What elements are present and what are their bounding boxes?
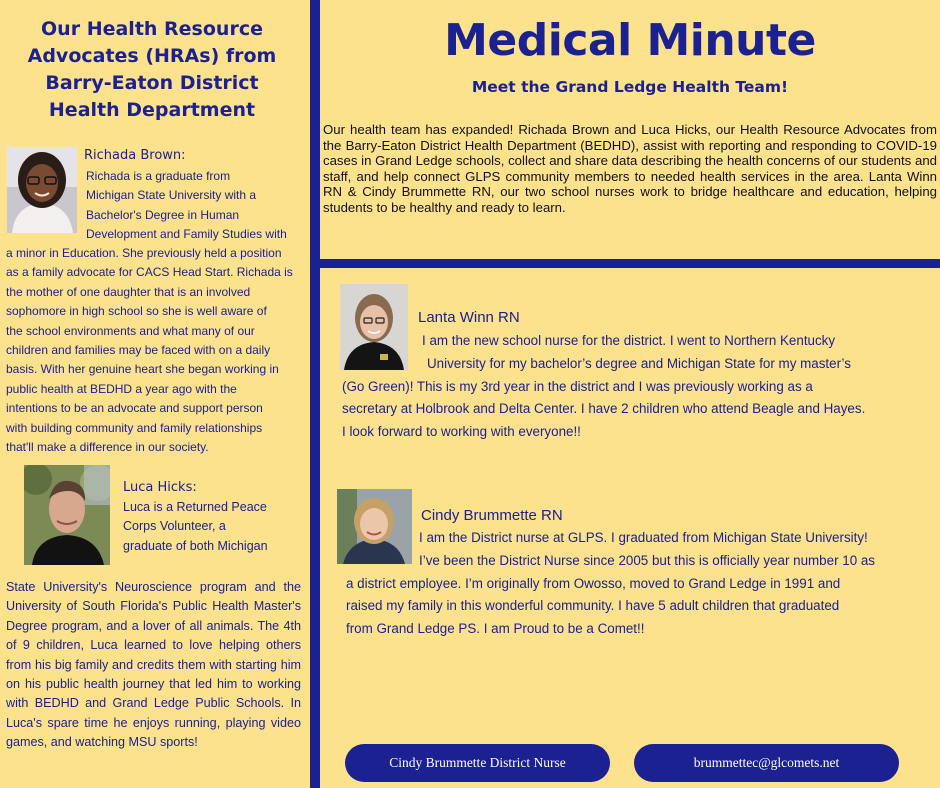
richada-name: Richada Brown: <box>84 148 186 163</box>
email-pill[interactable]: brummettec@glcomets.net <box>634 744 899 782</box>
richada-bio-line: as a family advocate for CACS Head Start. Richada is <box>6 265 293 280</box>
lanta-bio-line: I look forward to working with everyone!! <box>342 424 581 440</box>
luca-bio-line: Luca is a Returned Peace <box>123 500 267 514</box>
richada-bio-line: a minor in Education. She previously held a position <box>6 246 282 260</box>
luca-name: Luca Hicks: <box>123 480 197 495</box>
richada-bio-line: children and families may be faced with on a daily <box>6 343 271 358</box>
intro-paragraph: Our health team has expanded! Richada Brown and Luca Hicks, our Health Resource Advocates from the Barry-Eaton District Health Department (BEDHD), assist with reporting and responding to COVID-19 cases in Grand Ledge schools, collect and share data describing the health concerns of our students and staff, and help connect GLPS community members to needed health services in the area. Lanta Winn RN & Cindy Brummette RN, our two school nurses work to bridge healthcare and education, helping students to be healthy and ready to learn. <box>323 122 937 215</box>
richada-bio-line: with building community and family relationships <box>6 420 263 435</box>
luca-bio-continued: State University's Neuroscience program and the University of South Florida's Public Health Master's Degree program, and a lover of all animals. The 4th of 9 children, Luca learned to love helping others from his big family and credits them with starting him on his public health journey that led him to working with BEDHD and Grand Ledge Public Schools. In Luca's spare time he enjoys running, playing video games, and watching MSU sports! <box>6 580 301 750</box>
lanta-bio <box>342 330 927 444</box>
richada-bio-line: Bachelor's Degree in Human <box>86 207 240 222</box>
richada-bio-line: sophomore in high school so she is well aware of <box>6 304 267 319</box>
richada-bio-line: public health at BEDHD a year ago with the <box>6 381 237 396</box>
luca-bio-line: graduate of both Michigan <box>123 538 268 553</box>
cindy-bio-line: I’ve been the District Nurse since 2005 but this is officially year number 10 as <box>419 552 876 568</box>
page-title: Medical Minute <box>444 15 816 66</box>
cindy-bio-line: I am the District nurse at GLPS. I graduated from Michigan State University! <box>419 530 868 545</box>
richada-bio-continued <box>6 244 306 457</box>
cindy-bio-line: from Grand Ledge PS. I am Proud to be a Comet!! <box>346 621 645 637</box>
luca-bio-wrap <box>123 498 303 556</box>
lanta-bio-line: (Go Green)! This is my 3rd year in the district and I was previously working as a <box>342 378 813 394</box>
sidebar-title: Our Health Resource Advocates (HRAs) from Barry-Eaton District Health Department <box>27 18 277 121</box>
lanta-bio-line: secretary at Holbrook and Delta Center. I have 2 children who attend Beagle and Hayes. <box>342 401 866 417</box>
richada-bio-line: Richada is a graduate from <box>86 169 231 183</box>
richada-bio-line: basis. With her genuine heart she began working in <box>6 362 279 377</box>
cindy-bio-line: a district employee. I’m originally from Owosso, moved to Grand Ledge in 1991 and <box>346 575 841 591</box>
richada-bio-line: the school environments and what many of our <box>6 323 255 338</box>
richada-bio-line: intentions to be an advocate and support person <box>6 401 263 416</box>
luca-bio-line: Corps Volunteer, a <box>123 519 226 534</box>
cindy-bio-line: raised my family in this wonderful community. I have 5 adult children that graduated <box>346 598 840 614</box>
lanta-name: Lanta Winn RN <box>418 309 520 326</box>
cindy-name: Cindy Brummette RN <box>421 507 563 524</box>
nurse-name-pill: Cindy Brummette District Nurse <box>345 744 610 782</box>
luca-photo <box>24 465 110 565</box>
page-subtitle: Meet the Grand Ledge Health Team! <box>471 78 789 96</box>
richada-photo <box>7 147 77 233</box>
richada-bio-wrap <box>86 167 306 245</box>
richada-bio-line: Development and Family Studies with <box>86 227 287 242</box>
richada-bio-line: that'll make a difference in our society. <box>6 440 209 455</box>
horizontal-divider <box>318 259 940 268</box>
lanta-bio-line: I am the new school nurse for the district. I went to Northern Kentucky <box>422 333 836 348</box>
lanta-bio-line: University for my bachelor’s degree and Michigan State for my master’s <box>427 355 851 371</box>
richada-bio-line: the mother of one daughter that is an involved <box>6 284 251 299</box>
cindy-bio <box>346 527 931 641</box>
richada-bio-line: Michigan State University with a <box>86 188 257 203</box>
vertical-divider <box>310 0 320 788</box>
